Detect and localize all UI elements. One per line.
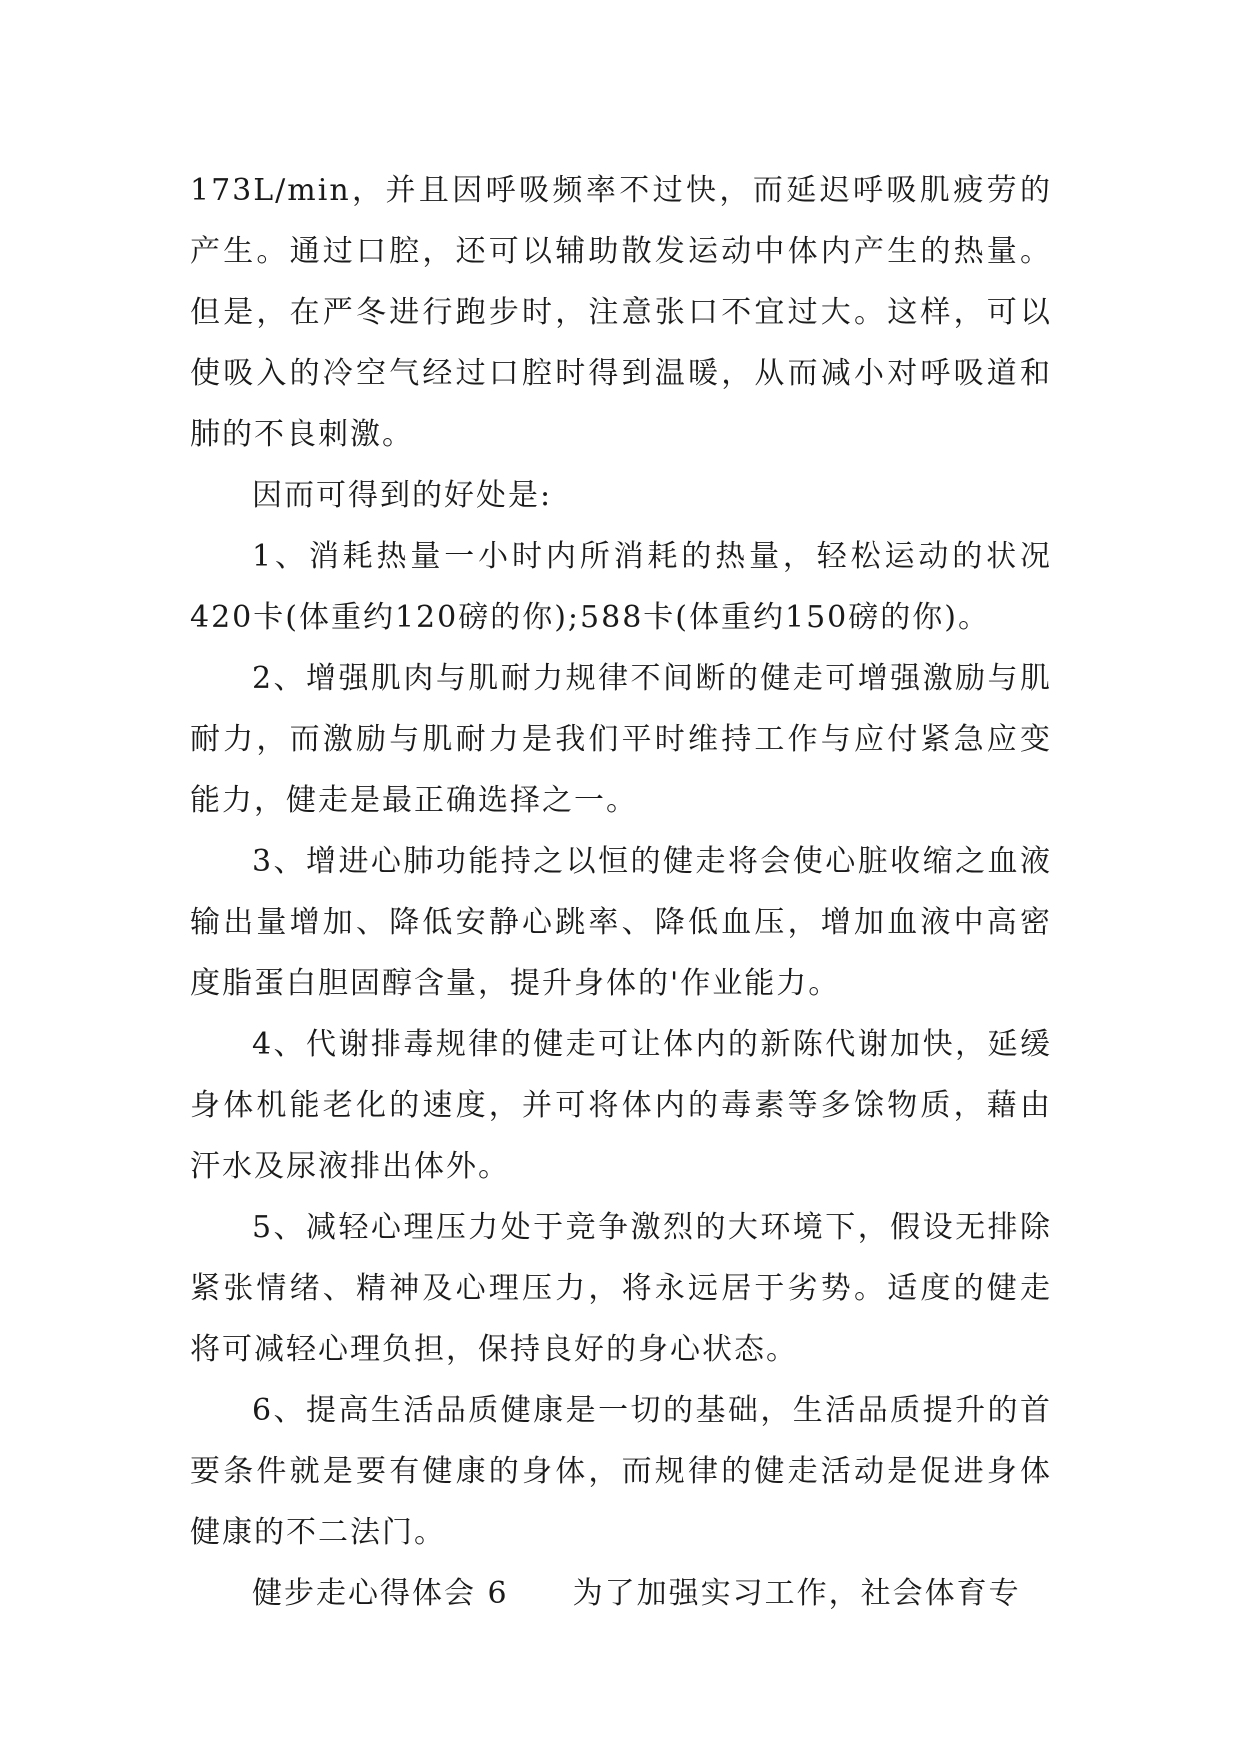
paragraph-8: 6、提高生活品质健康是一切的基础，生活品质提升的首要条件就是要有健康的身体，而规律的健走活动是促进身体健康的不二法门。 <box>190 1393 1052 1550</box>
paragraph-3: 1、消耗热量一小时内所消耗的热量，轻松运动的状况420卡(体重约120磅的你);588卡(体重约150磅的你)。 <box>190 539 1052 635</box>
paragraph-1: 173L/min，并且因呼吸频率不过快，而延迟呼吸肌疲劳的产生。通过口腔，还可以辅助散发运动中体内产生的热量。但是，在严冬进行跑步时，注意张口不宜过大。这样，可以使吸入的冷空气经过口腔时得到温暖，从而减小对呼吸道和肺的不良刺激。 <box>190 173 1052 452</box>
paragraph-6: 4、代谢排毒规律的健走可让体内的新陈代谢加快，延缓身体机能老化的速度，并可将体内的毒素等多馀物质，藉由汗水及尿液排出体外。 <box>190 1027 1052 1184</box>
paragraph-5: 3、增进心肺功能持之以恒的健走将会使心脏收缩之血液输出量增加、降低安静心跳率、降低血压，增加血液中高密度脂蛋白胆固醇含量，提升身体的'作业能力。 <box>190 844 1052 1001</box>
document-body <box>190 160 1052 1624</box>
paragraph-2: 因而可得到的好处是: <box>252 478 553 513</box>
paragraph-4: 2、增强肌肉与肌耐力规律不间断的健走可增强激励与肌耐力，而激励与肌耐力是我们平时维持工作与应付紧急应变能力，健走是最正确选择之一。 <box>190 661 1052 818</box>
paragraph-7: 5、减轻心理压力处于竞争激烈的大环境下，假设无排除紧张情绪、精神及心理压力，将永远居于劣势。适度的健走将可减轻心理负担，保持良好的身心状态。 <box>190 1210 1052 1367</box>
paragraph-9: 健步走心得体会 6 为了加强实习工作，社会体育专 <box>252 1576 1021 1611</box>
